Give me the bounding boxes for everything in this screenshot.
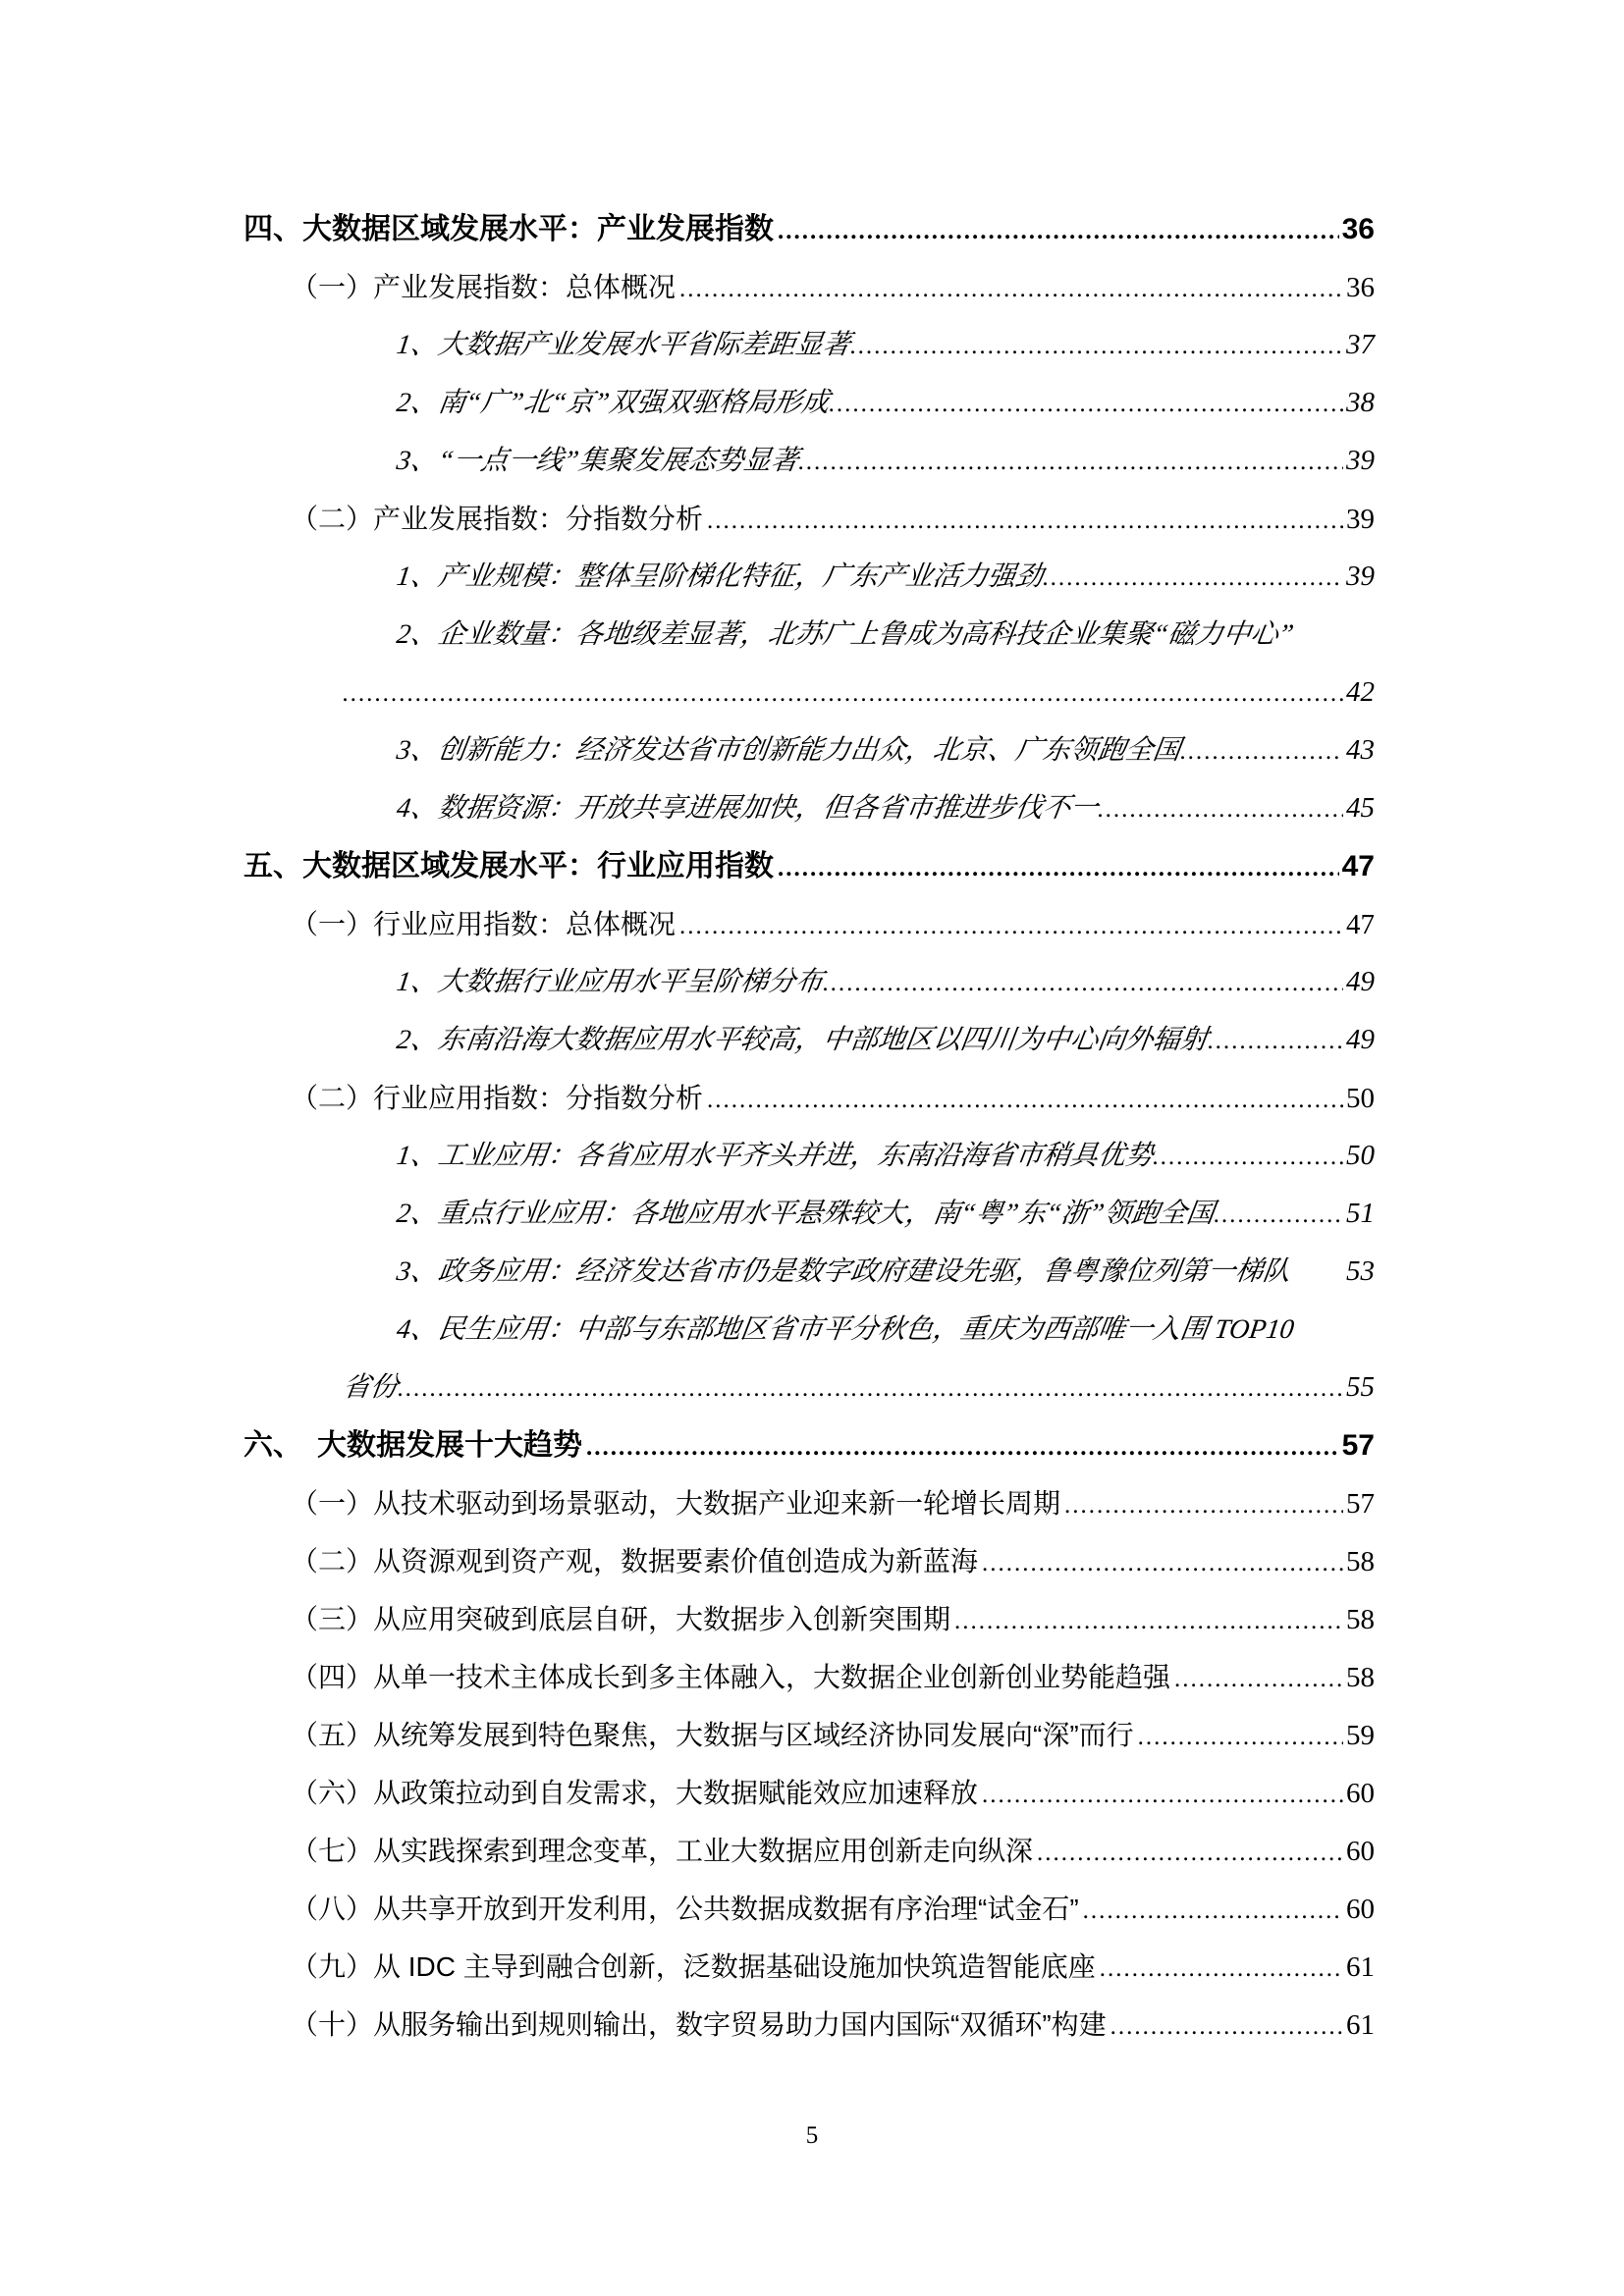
toc-entry-page: 58 xyxy=(1346,1604,1375,1635)
toc-entry-text: 六、 大数据发展十大趋势 xyxy=(244,1429,582,1462)
toc-entry-page: 58 xyxy=(1346,1546,1375,1577)
toc-entry-page: 61 xyxy=(1346,2009,1375,2041)
toc-entry-text: 2、企业数量：各地级差显著，北苏广上鲁成为高科技企业集聚“磁力中心” xyxy=(394,619,1296,650)
dot-leader xyxy=(707,1071,1343,1129)
toc-entry-page: 38 xyxy=(1346,387,1375,418)
toc-entry[interactable] xyxy=(244,1069,1375,1127)
toc-entry[interactable] xyxy=(244,374,1375,432)
toc-entry[interactable] xyxy=(244,1185,1375,1243)
toc-entry[interactable] xyxy=(244,664,1375,721)
dot-leader xyxy=(1110,1998,1343,2056)
dot-leader xyxy=(707,492,1343,550)
toc-entry-text: 1、大数据产业发展水平省际差距显著 xyxy=(394,330,853,360)
toc-entry-text: （一）产业发展指数：总体概况 xyxy=(291,272,677,302)
toc-entry-page: 59 xyxy=(1346,1720,1375,1751)
toc-entry[interactable] xyxy=(244,1127,1375,1185)
toc-entry-text: 四、大数据区域发展水平：产业发展指数 xyxy=(244,213,774,245)
toc-entry[interactable] xyxy=(244,548,1375,606)
dot-leader xyxy=(778,202,1339,260)
dot-leader xyxy=(586,1418,1339,1476)
toc-entry-text: 1、工业应用：各省应用水平齐头并进，东南沿海省市稍具优势 xyxy=(394,1141,1156,1171)
toc-entry[interactable] xyxy=(244,606,1375,664)
dot-leader xyxy=(343,665,1343,722)
dot-leader xyxy=(1138,1708,1343,1766)
toc-entry[interactable] xyxy=(244,1706,1375,1764)
toc-entry[interactable] xyxy=(244,258,1375,316)
toc-entry-text: （三）从应用突破到底层自研，大数据步入创新突围期 xyxy=(291,1604,951,1634)
toc-entry-text: （五）从统筹发展到特色聚焦，大数据与区域经济协同发展向“深”而行 xyxy=(291,1720,1134,1750)
toc-entry-text: 4、民生应用：中部与东部地区省市平分秋色，重庆为西部唯一入围 TOP10 xyxy=(394,1314,1296,1345)
toc-entry[interactable] xyxy=(244,1301,1375,1359)
toc-entry-page: 47 xyxy=(1346,909,1375,940)
toc-entry-text: （一）从技术驱动到场景驱动，大数据产业迎来新一轮增长周期 xyxy=(291,1488,1061,1519)
toc-entry-page: 49 xyxy=(1346,1024,1375,1055)
toc-entry-page: 37 xyxy=(1346,329,1375,360)
toc-entry-page: 57 xyxy=(1346,1488,1375,1520)
toc-entry-page: 39 xyxy=(1346,445,1375,476)
toc-entry-text: 五、大数据区域发展水平：行业应用指数 xyxy=(244,850,774,882)
toc-entry[interactable] xyxy=(244,837,1375,895)
toc-entry[interactable] xyxy=(244,1590,1375,1648)
toc-entry-text: 2、重点行业应用：各地应用水平悬殊较大，南“粤”东“浙”领跑全国 xyxy=(394,1199,1217,1229)
toc-entry-page: 60 xyxy=(1346,1836,1375,1867)
toc-entry-text: （二）从资源观到资产观，数据要素价值创造成为新蓝海 xyxy=(291,1546,979,1576)
toc-entry-page: 58 xyxy=(1346,1662,1375,1693)
dot-leader xyxy=(1174,1650,1343,1708)
dot-leader xyxy=(1043,549,1343,607)
toc-entry-text: 3、“一点一线”集聚发展态势显著 xyxy=(394,446,801,476)
toc-entry-text: （八）从共享开放到开发利用，公共数据成数据有序治理“试金石” xyxy=(291,1894,1079,1924)
dot-leader xyxy=(398,1360,1343,1417)
toc-entry-text: 4、数据资源：开放共享进展加快，但各省市推进步伐不一 xyxy=(394,793,1101,824)
toc-entry-text: （九）从 IDC 主导到融合创新，泛数据基础设施加快筑造智能底座 xyxy=(291,1951,1096,1982)
toc-entry-page: 47 xyxy=(1341,850,1375,882)
dot-leader xyxy=(1180,722,1343,780)
dot-leader xyxy=(1153,1128,1343,1186)
dot-leader xyxy=(1208,1012,1343,1070)
toc-entry[interactable] xyxy=(244,1822,1375,1880)
toc-entry-text: 2、东南沿海大数据应用水平较高，中部地区以四川为中心向外辐射 xyxy=(394,1025,1211,1055)
toc-entry-page: 39 xyxy=(1346,504,1375,535)
toc-entry[interactable] xyxy=(244,895,1375,953)
toc-entry-text: 1、产业规模：整体呈阶梯化特征，广东产业活力强劲 xyxy=(394,561,1046,592)
toc-entry-page: 61 xyxy=(1346,1951,1375,1983)
toc-entry-text: （十）从服务输出到规则输出，数字贸易助力国内国际“双循环”构建 xyxy=(291,2009,1107,2040)
dot-leader xyxy=(679,897,1343,955)
toc-entry-page: 36 xyxy=(1341,213,1375,245)
toc-entry[interactable] xyxy=(244,721,1375,779)
toc-entry[interactable] xyxy=(244,1011,1375,1069)
toc-entry[interactable] xyxy=(244,953,1375,1011)
toc-entry-page: 60 xyxy=(1346,1894,1375,1925)
dot-leader xyxy=(823,954,1343,1012)
toc-entry[interactable] xyxy=(244,1938,1375,1996)
toc-entry-text: 1、大数据行业应用水平呈阶梯分布 xyxy=(394,967,826,997)
toc-entry-page: 51 xyxy=(1346,1198,1375,1229)
toc-entry-page: 50 xyxy=(1346,1083,1375,1114)
dot-leader xyxy=(1098,780,1343,838)
dot-leader xyxy=(954,1592,1343,1650)
toc-entry-page: 43 xyxy=(1346,734,1375,766)
toc-entry[interactable] xyxy=(244,1532,1375,1590)
toc-entry-text: （六）从政策拉动到自发需求，大数据赋能效应加速释放 xyxy=(291,1778,979,1808)
toc-entry-text: 3、创新能力：经济发达省市创新能力出众，北京、广东领跑全国 xyxy=(394,735,1183,766)
toc-entry-text: （一）行业应用指数：总体概况 xyxy=(291,909,677,939)
toc-entry-text: （二）产业发展指数：分指数分析 xyxy=(291,504,704,534)
dot-leader xyxy=(1083,1882,1343,1940)
toc-entry[interactable] xyxy=(244,1243,1375,1301)
toc-entry[interactable] xyxy=(244,1996,1375,2054)
toc-entry[interactable] xyxy=(244,1880,1375,1938)
toc-entry-text: 2、南“广”北“京”双强双驱格局形成 xyxy=(394,388,832,418)
toc-entry-text: （二）行业应用指数：分指数分析 xyxy=(291,1083,704,1113)
toc-entry-page: 55 xyxy=(1346,1371,1375,1403)
toc-entry[interactable] xyxy=(244,1648,1375,1706)
toc-entry-text: （四）从单一技术主体成长到多主体融入，大数据企业创新创业势能趋强 xyxy=(291,1662,1171,1692)
toc-entry-text: 3、政务应用：经济发达省市仍是数字政府建设先驱，鲁粤豫位列第一梯队 xyxy=(394,1256,1293,1287)
toc-entry-page: 39 xyxy=(1346,561,1375,592)
toc-entry-page: 45 xyxy=(1346,792,1375,824)
dot-leader xyxy=(778,839,1339,897)
dot-leader xyxy=(829,375,1343,433)
dot-leader xyxy=(1064,1476,1343,1534)
dot-leader xyxy=(1214,1186,1343,1244)
toc-entry[interactable] xyxy=(244,779,1375,837)
toc-entry-page: 53 xyxy=(1346,1255,1375,1287)
toc-entry-page: 36 xyxy=(1346,272,1375,303)
dot-leader xyxy=(982,1766,1343,1824)
toc-entry[interactable] xyxy=(244,432,1375,490)
toc-entry[interactable] xyxy=(244,200,1375,258)
toc-entry-text: 省份 xyxy=(340,1372,401,1403)
toc-entry-page: 50 xyxy=(1346,1140,1375,1171)
toc-entry[interactable] xyxy=(244,1416,1375,1474)
dot-leader xyxy=(1037,1824,1343,1882)
dot-leader xyxy=(798,433,1343,491)
toc-entry[interactable] xyxy=(244,490,1375,548)
toc-entry[interactable] xyxy=(244,1359,1375,1416)
toc-entry[interactable] xyxy=(244,1474,1375,1532)
dot-leader xyxy=(982,1534,1343,1592)
toc-entry[interactable] xyxy=(244,316,1375,374)
toc-entry-page: 60 xyxy=(1346,1778,1375,1809)
toc-entry-text: （七）从实践探索到理念变革，工业大数据应用创新走向纵深 xyxy=(291,1836,1034,1866)
toc-entry[interactable] xyxy=(244,1764,1375,1822)
toc-entry-page: 57 xyxy=(1341,1429,1375,1462)
page-number: 5 xyxy=(805,2122,819,2149)
dot-leader xyxy=(679,260,1343,318)
table-of-contents xyxy=(244,200,1375,2054)
dot-leader xyxy=(850,317,1343,375)
toc-entry-page: 42 xyxy=(1346,676,1375,708)
toc-entry-page: 49 xyxy=(1346,966,1375,997)
dot-leader xyxy=(1100,1940,1343,1998)
